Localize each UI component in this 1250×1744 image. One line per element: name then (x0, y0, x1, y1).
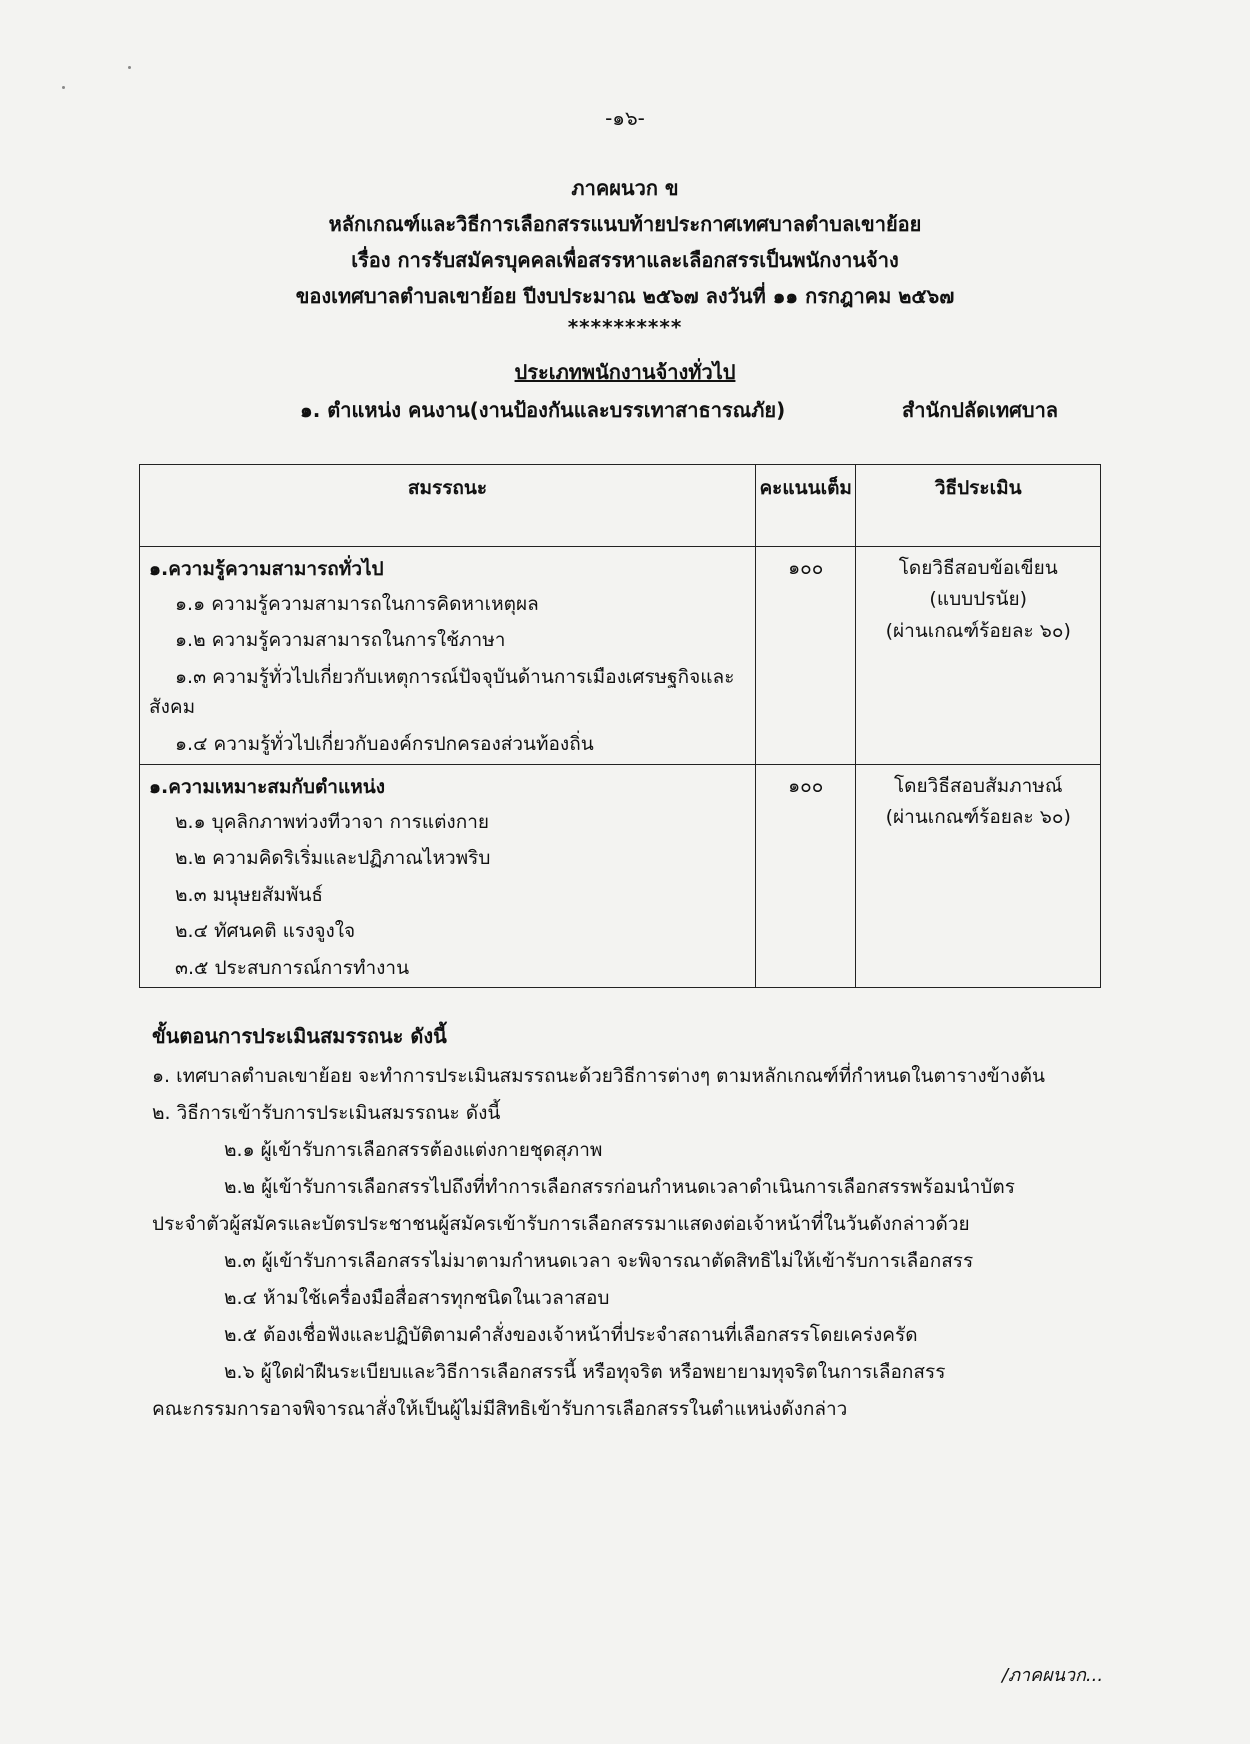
competency-item: ๒.๑ บุคลิกภาพท่วงทีวาจา การแต่งกาย (175, 811, 490, 833)
header-separator: ********** (567, 315, 683, 339)
score-cell: ๑๐๐ (755, 765, 855, 988)
method-cell (856, 765, 1101, 988)
step-line: ๒.๕ ต้องเชื่อฟังและปฏิบัติตามคำสั่งของเจ้าหน้าที่ประจำสถานที่เลือกสรรโดยเคร่งครัด (224, 1324, 918, 1346)
table-header-row (140, 465, 1101, 547)
step-line: ๒.๖ ผู้ใดฝ่าฝืนระเบียบและวิธีการเลือกสรรนี้ หรือทุจริต หรือพยายามทุจริตในการเลือกสรร (224, 1361, 946, 1383)
step-line: ๒.๒ ผู้เข้ารับการเลือกสรรไปถึงที่ทำการเลือกสรรก่อนกำหนดเวลาดำเนินการเลือกสรรพร้อมนำบัตร (224, 1176, 1015, 1198)
method-line: โดยวิธีสอบสัมภาษณ์ (893, 775, 1063, 797)
header-appendix: ภาคผนวก ข (571, 176, 679, 200)
continuation-footer: /ภาคผนวก... (1002, 1665, 1104, 1686)
position-title: ๑. ตำแหน่ง คนงาน(งานป้องกันและบรรเทาสาธารณภัย) (300, 398, 786, 422)
step-line: ๒.๔ ห้ามใช้เครื่องมือสื่อสารทุกชนิดในเวลาสอบ (224, 1287, 610, 1309)
method-line: (แบบปรนัย) (929, 588, 1028, 611)
scan-speck (62, 86, 65, 89)
competency-item: ๑.๓ ความรู้ทั่วไปเกี่ยวกับเหตุการณ์ปัจจุบันด้านการเมืองเศรษฐกิจและสังคม (149, 665, 735, 719)
competency-item: ๒.๔ ทัศนคติ แรงจูงใจ (175, 920, 356, 943)
step-line: คณะกรรมการอาจพิจารณาสั่งให้เป็นผู้ไม่มีสิทธิเข้ารับการเลือกสรรในตำแหน่งดังกล่าว (152, 1398, 848, 1420)
step-line: ๒.๓ ผู้เข้ารับการเลือกสรรไม่มาตามกำหนดเวลา จะพิจารณาตัดสิทธิไม่ให้เข้ารับการเลือกสรร (224, 1250, 974, 1272)
steps-body (152, 1058, 1112, 1428)
page-number: -๑๖- (605, 106, 645, 130)
score-cell: ๑๐๐ (755, 547, 855, 765)
competency-cell (140, 765, 756, 988)
steps-title: ขั้นตอนการประเมินสมรรถนะ ดังนี้ (152, 1024, 447, 1048)
step-line: ๑. เทศบาลตำบลเขาย้อย จะทำการประเมินสมรรถนะด้วยวิธีการต่างๆ ตามหลักเกณฑ์ที่กำหนดในตารางข้างต้น (152, 1065, 1045, 1087)
table-row (140, 547, 1101, 765)
step-line: ๒. วิธีการเข้ารับการประเมินสมรรถนะ ดังนี้ (152, 1102, 501, 1124)
method-cell (856, 547, 1101, 765)
table-row (140, 765, 1101, 988)
competency-item: ๒.๒ ความคิดริเริ่มและปฏิภาณไหวพริบ (175, 847, 491, 870)
competency-item: ๑.๔ ความรู้ทั่วไปเกี่ยวกับองค์กรปกครองส่วนท้องถิ่น (175, 732, 594, 755)
method-line: (ผ่านเกณฑ์ร้อยละ ๖๐) (885, 806, 1071, 829)
section-title: ๑.ความเหมาะสมกับตำแหน่ง (149, 776, 385, 798)
office-name: สำนักปลัดเทศบาล (902, 398, 1059, 422)
header-competency: สมรรถนะ (140, 465, 756, 547)
competency-item: ๒.๓ มนุษยสัมพันธ์ (175, 883, 323, 906)
method-line: (ผ่านเกณฑ์ร้อยละ ๖๐) (885, 619, 1071, 642)
header-subject: เรื่อง การรับสมัครบุคคลเพื่อสรรหาและเลือกสรรเป็นพนักงานจ้าง (351, 248, 899, 272)
employee-type: ประเภทพนักงานจ้างทั่วไป (514, 360, 736, 384)
method-line: โดยวิธีสอบข้อเขียน (898, 557, 1058, 579)
header-date: ของเทศบาลตำบลเขาย้อย ปีงบประมาณ ๒๕๖๗ ลงวันที่ ๑๑ กรกฎาคม ๒๕๖๗ (295, 284, 955, 308)
competency-item: ๓.๕ ประสบการณ์การทำงาน (175, 956, 410, 979)
competency-item: ๑.๑ ความรู้ความสามารถในการคิดหาเหตุผล (175, 593, 539, 615)
header-score: คะแนนเต็ม (755, 465, 855, 547)
header-method: วิธีประเมิน (856, 465, 1101, 547)
step-line: ประจำตัวผู้สมัครและบัตรประชาชนผู้สมัครเข้ารับการเลือกสรรมาแสดงต่อเจ้าหน้าที่ในวันดังกล่าวด้วย (152, 1213, 970, 1235)
section-title: ๑.ความรู้ความสามารถทั่วไป (149, 558, 384, 580)
header-criteria: หลักเกณฑ์และวิธีการเลือกสรรแนบท้ายประกาศเทศบาลตำบลเขาย้อย (328, 212, 922, 236)
scan-speck (128, 66, 131, 69)
competency-table (139, 464, 1101, 988)
step-line: ๒.๑ ผู้เข้ารับการเลือกสรรต้องแต่งกายชุดสุภาพ (224, 1139, 603, 1161)
competency-item: ๑.๒ ความรู้ความสามารถในการใช้ภาษา (175, 629, 506, 652)
competency-cell (140, 547, 756, 765)
